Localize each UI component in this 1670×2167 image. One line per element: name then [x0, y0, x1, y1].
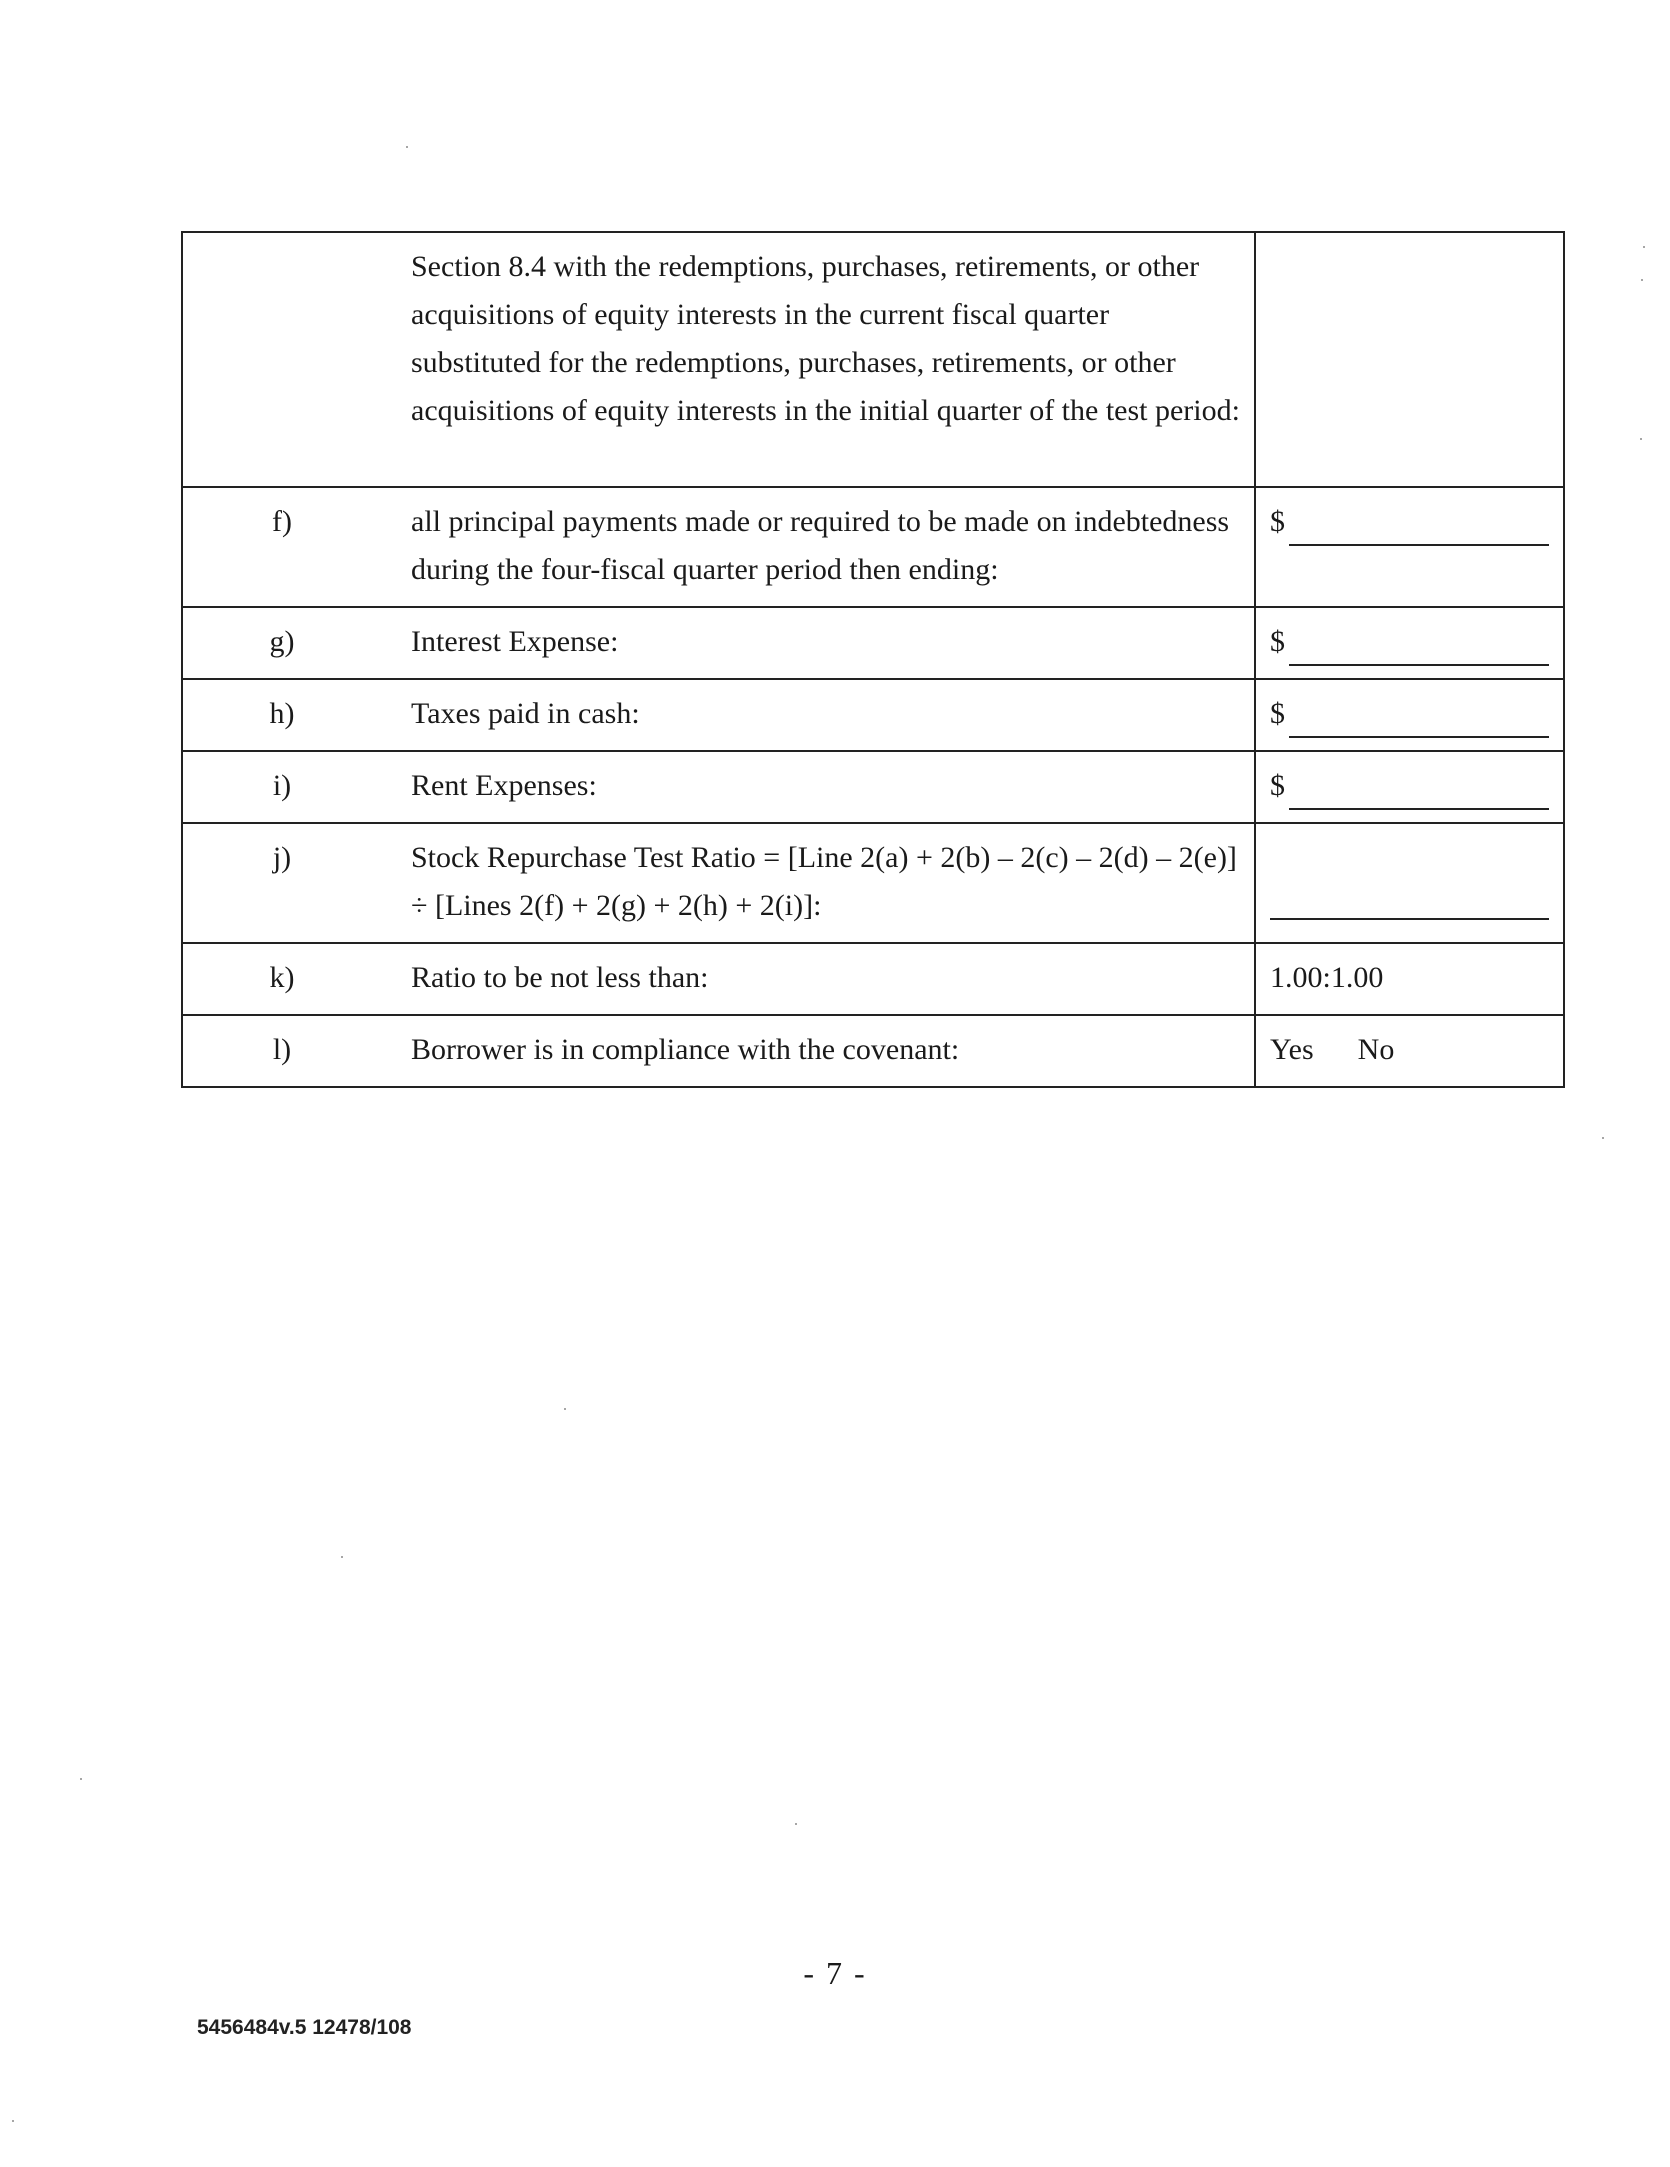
- row-value: [1255, 823, 1564, 943]
- blank-line: [1289, 700, 1549, 738]
- amount-field[interactable]: [1270, 618, 1549, 666]
- amount-field[interactable]: [1270, 498, 1549, 546]
- table-row: [182, 232, 1564, 487]
- table-row: [182, 607, 1564, 679]
- scan-speck: [1602, 1137, 1604, 1139]
- no-option[interactable]: No: [1357, 1033, 1395, 1066]
- blank-line: [1289, 772, 1549, 810]
- row-letter: l): [182, 1015, 381, 1087]
- ratio-blank-line[interactable]: [1270, 882, 1549, 920]
- table-row: [182, 679, 1564, 751]
- row-description: all principal payments made or required to be made on indebtedness during the four-fiscal quarter period then ending:: [381, 487, 1255, 607]
- scan-speck: [1640, 438, 1642, 440]
- row-value: [1255, 232, 1564, 487]
- currency-symbol: $: [1270, 625, 1285, 658]
- blank-line: [1289, 508, 1549, 546]
- yes-option[interactable]: Yes: [1270, 1033, 1314, 1066]
- row-letter: [182, 232, 381, 487]
- amount-field[interactable]: [1270, 690, 1549, 738]
- amount-field[interactable]: [1270, 762, 1549, 810]
- table-row: [182, 751, 1564, 823]
- row-description: Ratio to be not less than:: [381, 943, 1255, 1015]
- document-id: 5456484v.5 12478/108: [197, 2016, 412, 2039]
- page-number: - 7 -: [803, 1955, 867, 1991]
- scan-speck: [564, 1408, 566, 1410]
- row-description: Taxes paid in cash:: [381, 679, 1255, 751]
- row-letter: j): [182, 823, 381, 943]
- row-description: Interest Expense:: [381, 607, 1255, 679]
- table-row: [182, 487, 1564, 607]
- table-row: [182, 823, 1564, 943]
- scan-speck: [80, 1778, 82, 1780]
- row-description: Stock Repurchase Test Ratio = [Line 2(a) + 2(b) – 2(c) – 2(d) – 2(e)] ÷ [Lines 2(f) + 2(g) + 2(h) + 2(i)]:: [381, 823, 1255, 943]
- row-value: [1255, 487, 1564, 607]
- row-description: Borrower is in compliance with the covenant:: [381, 1015, 1255, 1087]
- row-value: [1255, 679, 1564, 751]
- covenant-compliance-table: [181, 231, 1565, 1088]
- row-value: 1.00:1.00: [1255, 943, 1564, 1015]
- row-value: [1255, 607, 1564, 679]
- row-value: [1255, 1015, 1564, 1087]
- row-letter: f): [182, 487, 381, 607]
- scan-speck: [406, 146, 408, 148]
- scan-speck: [12, 2120, 14, 2122]
- currency-symbol: $: [1270, 769, 1285, 802]
- currency-symbol: $: [1270, 697, 1285, 730]
- row-value: [1255, 751, 1564, 823]
- row-letter: i): [182, 751, 381, 823]
- row-description: Section 8.4 with the redemptions, purchases, retirements, or other acquisitions of equity interests in the current fiscal quarter substituted for the redemptions, purchases, retirements, or other acquisitions of equity interests in the initial quarter of the test period:: [381, 232, 1255, 487]
- table-row: [182, 1015, 1564, 1087]
- table-row: [182, 943, 1564, 1015]
- row-letter: g): [182, 607, 381, 679]
- row-letter: k): [182, 943, 381, 1015]
- scan-speck: [341, 1556, 343, 1558]
- scan-speck: [1643, 246, 1645, 248]
- blank-line: [1289, 628, 1549, 666]
- row-letter: h): [182, 679, 381, 751]
- scan-speck: [1641, 279, 1643, 281]
- row-description: Rent Expenses:: [381, 751, 1255, 823]
- scan-speck: [795, 1823, 797, 1825]
- currency-symbol: $: [1270, 505, 1285, 538]
